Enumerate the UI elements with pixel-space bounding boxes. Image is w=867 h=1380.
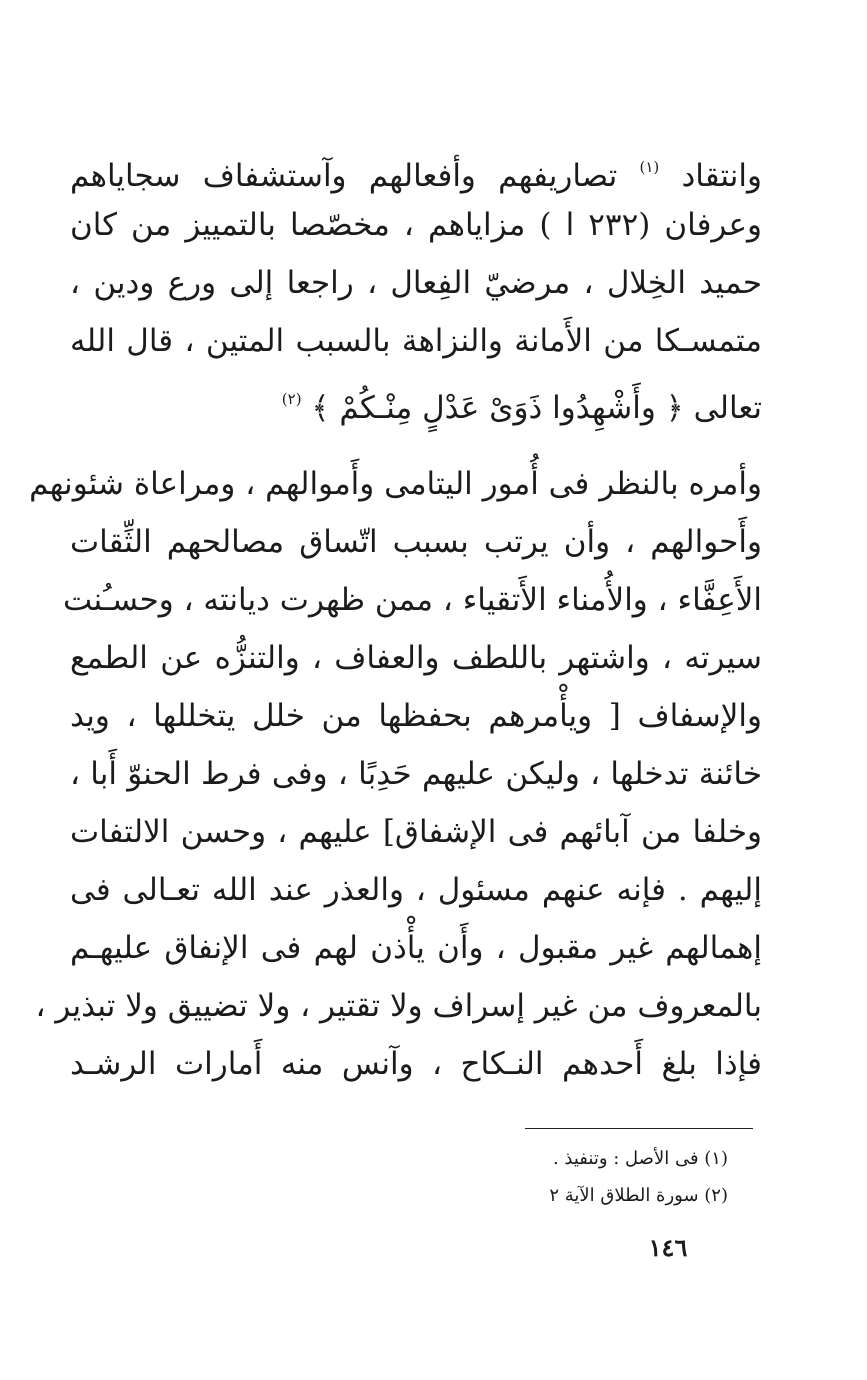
text-line: وأمره بالنظر فى أُمور اليتامى وأَموالهم ، ومراعاة شئونهم — [29, 466, 762, 502]
footnote-ref-1: (١) — [639, 158, 660, 176]
text-line: والإسفاف [ ويأْمرهم بحفظها من خلل يتخللها ، ويد — [70, 698, 762, 734]
footnote-ref-2: (٢) — [281, 390, 302, 408]
text-line: إليهم . فإنه عنهم مسئول ، والعذر عند الله تعـالى فى — [70, 872, 762, 908]
text-line: تعالى ﴿ وأَشْهِدُوا ذَوَىْ عَدْلٍ مِنْـكُمْ ﴾ $^{(٢)}$ — [281, 390, 762, 426]
text-line: إهمالهم غير مقبول ، وأَن يأْذن لهم فى الإنفاق عليهـم — [70, 930, 762, 966]
footnote-1: (١) فى الأصل : وتنفيذ . — [552, 1148, 728, 1169]
text-line: بالمعروف من غير إسراف ولا تقتير ، ولا تضييق ولا تبذير ، — [35, 988, 762, 1024]
text-line: وخلفا من آبائهم فى الإشفاق] عليهم ، وحسن الالتفات — [70, 814, 762, 850]
text-line: خائنة تدخلها ، وليكن عليهم حَدِبًا ، وفى فرط الحنوّ أَبا ، — [70, 756, 762, 792]
footnotes — [420, 1140, 728, 1214]
page-number: ١٤٦ — [648, 1233, 688, 1262]
text-line: حميد الخِلال ، مرضيّ الفِعال ، راجعا إلى ورع ودين ، — [70, 265, 762, 301]
paragraph-1 — [70, 138, 762, 428]
footnote-divider — [525, 1128, 753, 1129]
paragraph-2 — [29, 455, 762, 1093]
text-line: وانتقاد $^{(١)}$ تصاريفهم وأفعالهم وآستشفاف سجاياهم — [70, 158, 762, 194]
text-line: الأَعِفَّاء ، والأُمناء الأَتقياء ، ممن ظهرت ديانته ، وحسـُنت — [63, 582, 762, 618]
text-line: وأَحوالهم ، وأن يرتب بسبب اتّساق مصالحهم الثِّقات — [70, 524, 762, 560]
text-line: فإذا بلغ أَحدهم النـكاح ، وآنس منه أَمارات الرشـد — [70, 1046, 762, 1082]
text-line: وعرفان (٢٣٢ ا ) مزاياهم ، مخصّصا بالتمييز من كان — [70, 207, 762, 243]
text-line: متمسـكا من الأَمانة والنزاهة بالسبب المتين ، قال الله — [70, 323, 762, 359]
footnote-2: (٢) سورة الطلاق الآية ٢ — [549, 1185, 728, 1206]
text-line: سيرته ، واشتهر باللطف والعفاف ، والتنزُّه عن الطمع — [70, 640, 762, 676]
